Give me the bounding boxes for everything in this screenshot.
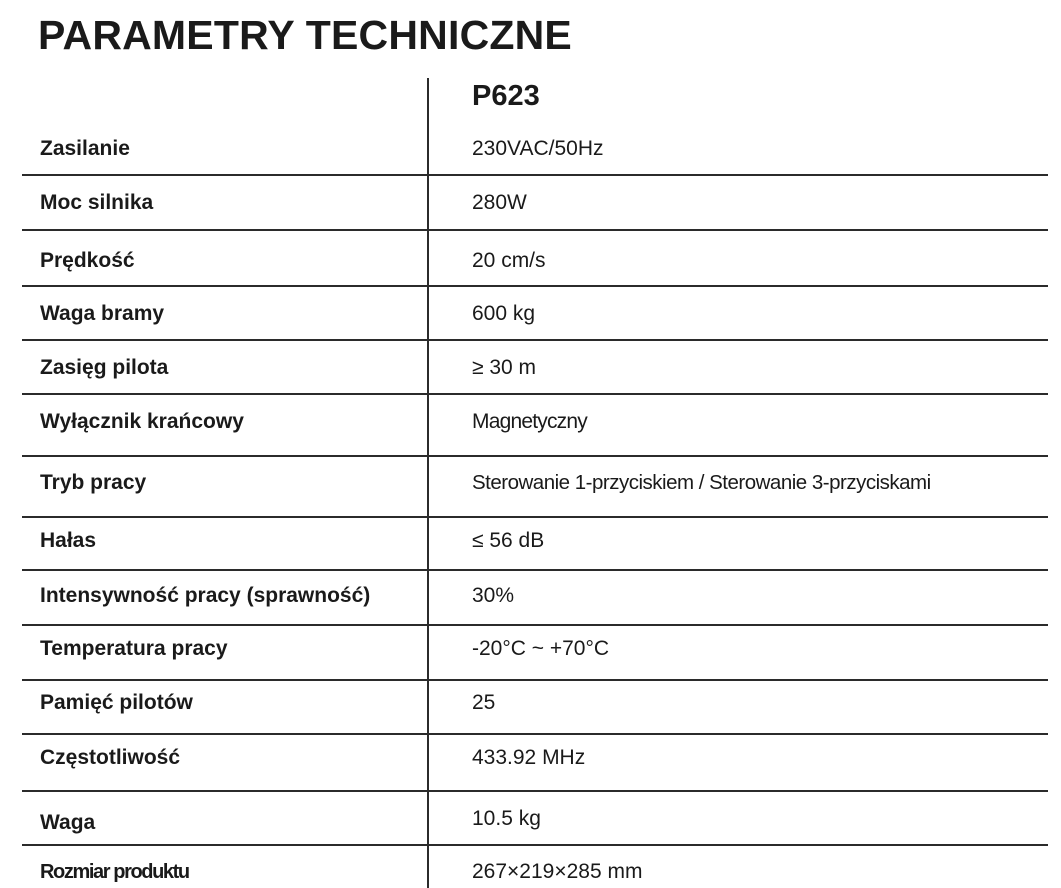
spec-value-moc-silnika: 280W xyxy=(472,191,527,214)
row-separator xyxy=(22,455,1048,457)
spec-value-waga-bramy: 600 kg xyxy=(472,302,536,325)
row-separator xyxy=(22,229,1048,231)
model-header: P623 xyxy=(472,80,540,112)
spec-label-waga-bramy: Waga bramy xyxy=(40,302,165,325)
spec-value-zasieg-pilota: ≥ 30 m xyxy=(472,356,537,379)
spec-label-halas: Hałas xyxy=(40,529,97,552)
spec-value-temperatura-pracy: -20°C ~ +70°C xyxy=(472,637,610,660)
spec-label-zasilanie: Zasilanie xyxy=(40,137,130,160)
row-separator xyxy=(22,733,1048,735)
spec-label-predkosc: Prędkość xyxy=(40,249,135,272)
spec-value-halas: ≤ 56 dB xyxy=(472,529,545,552)
spec-value-pamiec-pilotow: 25 xyxy=(472,691,496,714)
page-title: PARAMETRY TECHNICZNE xyxy=(38,12,572,58)
spec-label-pamiec-pilotow: Pamięć pilotów xyxy=(40,691,193,714)
row-separator xyxy=(22,844,1048,846)
spec-value-wylacznik-krancowy: Magnetyczny xyxy=(472,410,587,433)
spec-label-intensywnosc-pracy: Intensywność pracy (sprawność) xyxy=(40,584,371,607)
spec-label-temperatura-pracy: Temperatura pracy xyxy=(40,637,228,660)
spec-value-czestotliwosc: 433.92 MHz xyxy=(472,746,586,769)
row-separator xyxy=(22,624,1048,626)
spec-value-zasilanie: 230VAC/50Hz xyxy=(472,137,604,160)
spec-label-moc-silnika: Moc silnika xyxy=(40,191,154,214)
row-separator xyxy=(22,339,1048,341)
spec-value-rozmiar-produktu: 267×219×285 mm xyxy=(472,860,643,883)
spec-label-waga: Waga xyxy=(40,811,96,834)
row-separator xyxy=(22,174,1048,176)
spec-label-zasieg-pilota: Zasięg pilota xyxy=(40,356,169,379)
spec-label-czestotliwosc: Częstotliwość xyxy=(40,746,181,769)
column-divider xyxy=(427,78,429,888)
row-separator xyxy=(22,516,1048,518)
spec-label-wylacznik-krancowy: Wyłącznik krańcowy xyxy=(40,410,244,433)
spec-value-predkosc: 20 cm/s xyxy=(472,249,546,272)
spec-value-tryb-pracy: Sterowanie 1-przyciskiem / Sterowanie 3-przyciskami xyxy=(472,471,931,494)
spec-value-waga: 10.5 kg xyxy=(472,807,541,830)
row-separator xyxy=(22,679,1048,681)
row-separator xyxy=(22,393,1048,395)
spec-value-intensywnosc-pracy: 30% xyxy=(472,584,515,607)
row-separator xyxy=(22,285,1048,287)
spec-label-tryb-pracy: Tryb pracy xyxy=(40,471,147,494)
spec-label-rozmiar-produktu: Rozmiar produktu xyxy=(40,861,189,883)
row-separator xyxy=(22,569,1048,571)
row-separator xyxy=(22,790,1048,792)
